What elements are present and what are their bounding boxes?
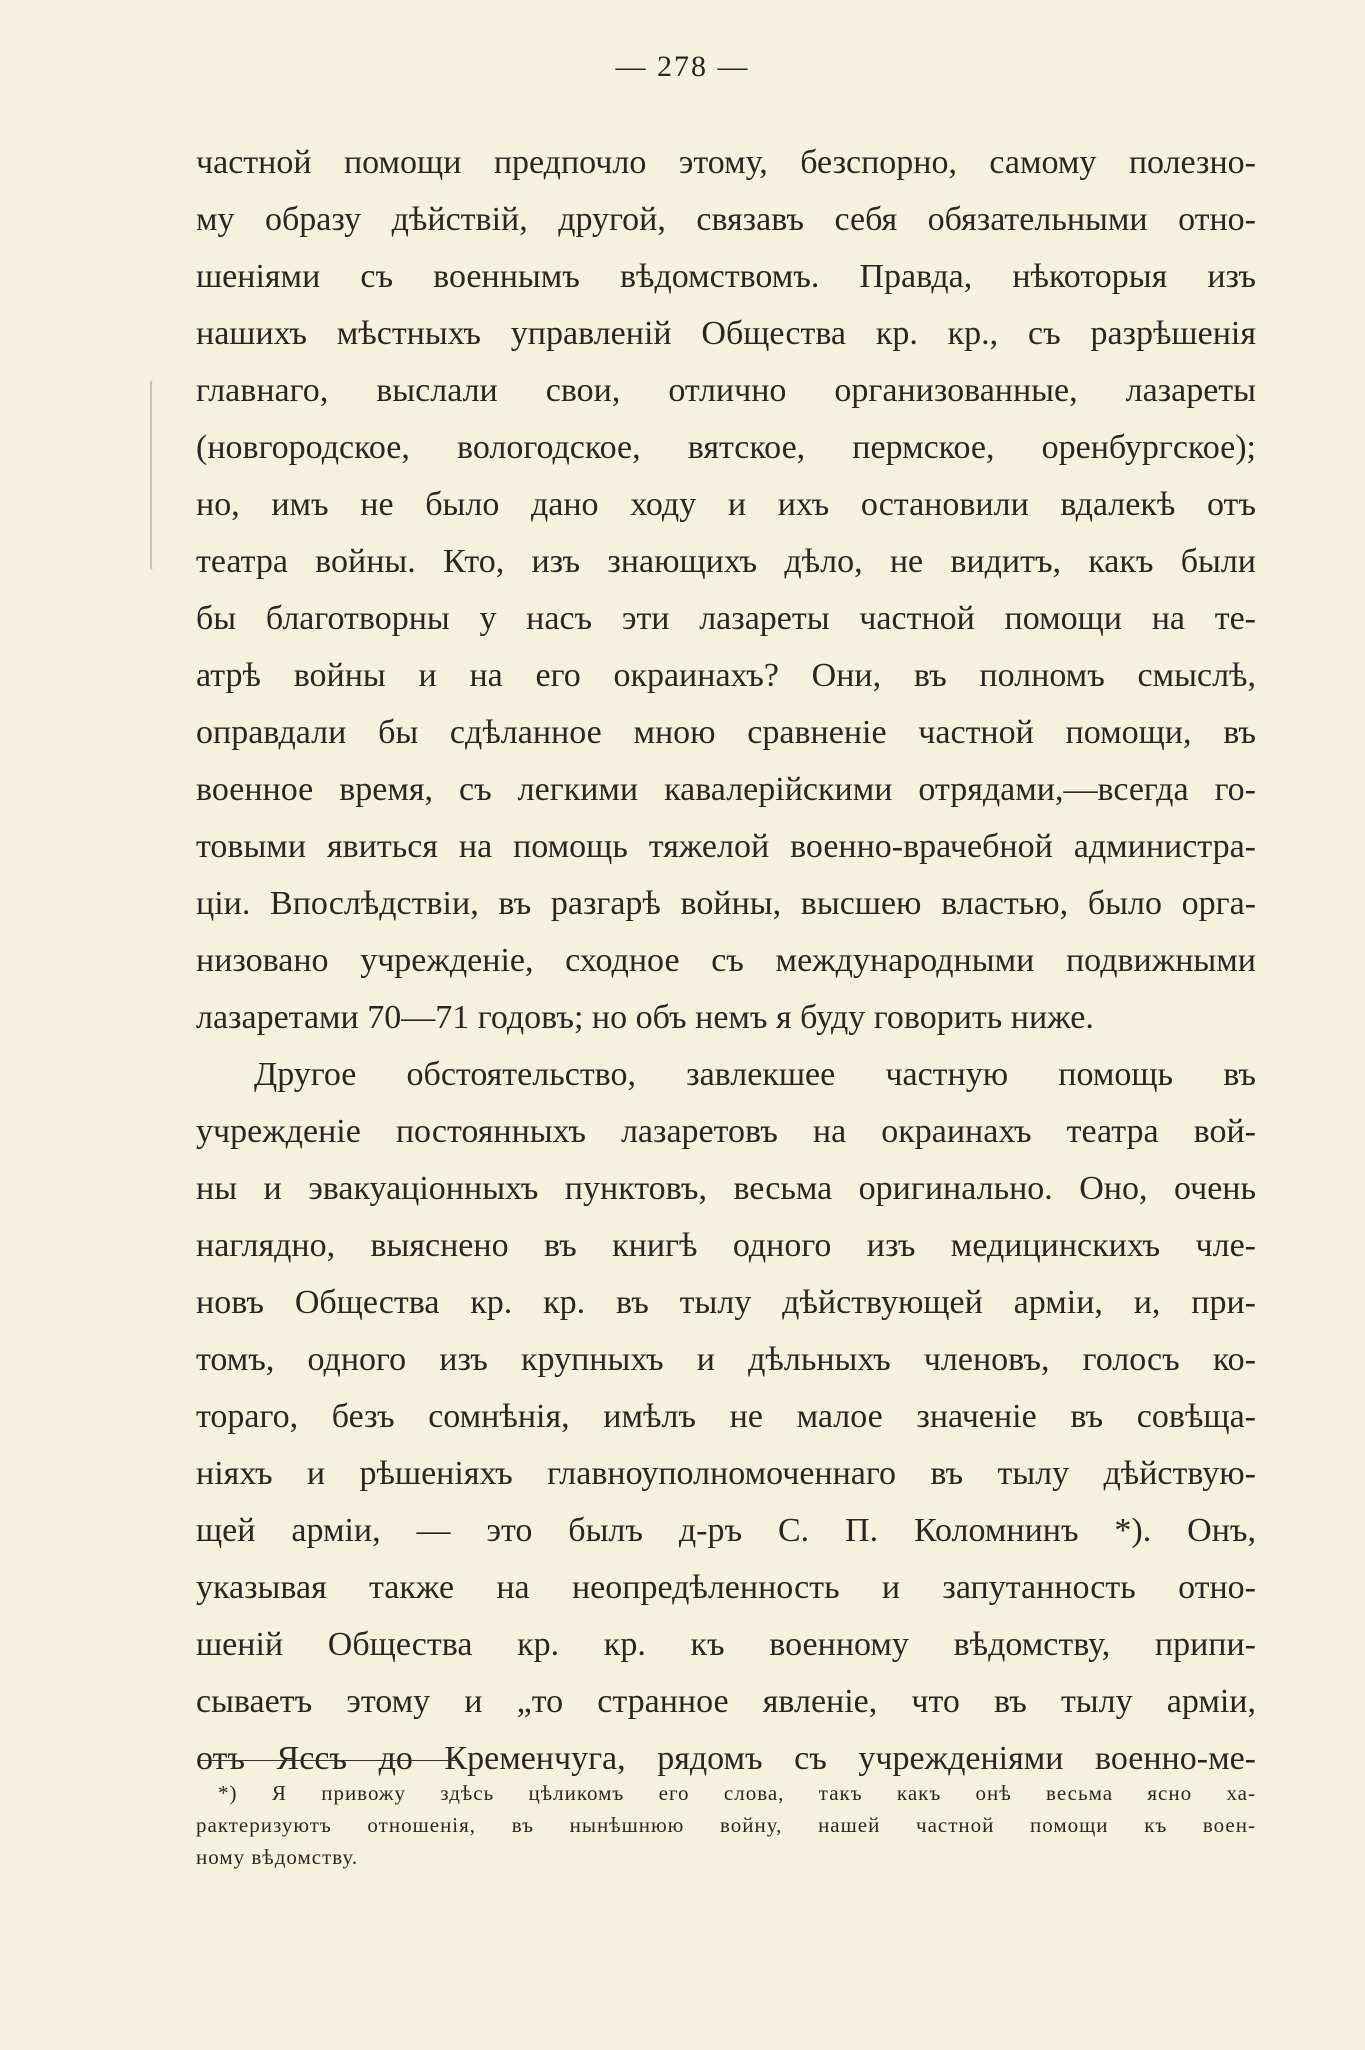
text-line: (новгородское, вологодское, вятское, пермское, оренбургское); — [196, 429, 1256, 466]
text-line: тораго, безъ сомнѣнія, имѣлъ не малое значеніе въ совѣща- — [196, 1398, 1256, 1435]
text-line: сываетъ этому и „то странное явленіе, что въ тылу арміи, — [196, 1683, 1256, 1720]
footnote — [196, 1777, 1256, 1873]
margin-mark — [150, 380, 156, 570]
page-number: — 278 — — [615, 50, 750, 83]
footnote-line: рактеризуютъ отношенія, въ нынѣшнюю войну, нашей частной помощи къ воен- — [196, 1813, 1256, 1837]
text-line: шеніями съ военнымъ вѣдомствомъ. Правда, нѣкоторыя изъ — [196, 258, 1256, 295]
paragraph-start-line: Другое обстоятельство, завлекшее частную помощь въ — [254, 1056, 1256, 1093]
text-line: оправдали бы сдѣланное мною сравненіе частной помощи, въ — [196, 714, 1256, 751]
text-line: ніяхъ и рѣшеніяхъ главноуполномоченнаго въ тылу дѣйствую- — [196, 1455, 1256, 1492]
text-line: шеній Общества кр. кр. къ военному вѣдомству, припи- — [196, 1626, 1256, 1663]
text-line: военное время, съ легкими кавалерійскими отрядами,—всегда го- — [196, 771, 1256, 808]
footnote-line: *) Я привожу здѣсь цѣликомъ его слова, такъ какъ онѣ весьма ясно ха- — [218, 1781, 1256, 1805]
text-line: отъ Яссъ до Кременчуга, рядомъ съ учрежденіями военно-ме- — [196, 1740, 1256, 1777]
text-line: ны и эвакуаціонныхъ пунктовъ, весьма оригинально. Оно, очень — [196, 1170, 1256, 1207]
text-line: театра войны. Кто, изъ знающихъ дѣло, не видитъ, какъ были — [196, 543, 1256, 580]
text-line: указывая также на неопредѣленность и запутанность отно- — [196, 1569, 1256, 1606]
text-line: томъ, одного изъ крупныхъ и дѣльныхъ членовъ, голосъ ко- — [196, 1341, 1256, 1378]
text-line: частной помощи предпочло этому, безспорно, самому полезно- — [196, 144, 1256, 181]
text-line: бы благотворны у насъ эти лазареты частной помощи на те- — [196, 600, 1256, 637]
text-line: нашихъ мѣстныхъ управленій Общества кр. кр., съ разрѣшенія — [196, 315, 1256, 352]
text-line: товыми явиться на помощь тяжелой военно-врачебной администра- — [196, 828, 1256, 865]
text-line: низовано учрежденіе, сходное съ международными подвижными — [196, 942, 1256, 979]
text-line: щей арміи, — это былъ д-ръ С. П. Коломнинъ *). Онъ, — [196, 1512, 1256, 1549]
footnote-line: ному вѣдомству. — [196, 1845, 359, 1869]
text-line: но, имъ не было дано ходу и ихъ остановили вдалекѣ отъ — [196, 486, 1256, 523]
text-line: ціи. Впослѣдствіи, въ разгарѣ войны, высшею властью, было орга- — [196, 885, 1256, 922]
text-line: наглядно, выяснено въ книгѣ одного изъ медицинскихъ чле- — [196, 1227, 1256, 1264]
text-line: главнаго, выслали свои, отлично организованные, лазареты — [196, 372, 1256, 409]
paragraph-end-line: лазаретами 70—71 годовъ; но объ немъ я буду говорить ниже. — [196, 999, 1094, 1036]
text-line: атрѣ войны и на его окраинахъ? Они, въ полномъ смыслѣ, — [196, 657, 1256, 694]
text-line: му образу дѣйствій, другой, связавъ себя обязательными отно- — [196, 201, 1256, 238]
body-text — [196, 134, 1256, 1787]
text-line: учрежденіе постоянныхъ лазаретовъ на окраинахъ театра вой- — [196, 1113, 1256, 1150]
footnote-divider — [200, 1760, 458, 1761]
text-line: новъ Общества кр. кр. въ тылу дѣйствующей арміи, и, при- — [196, 1284, 1256, 1321]
